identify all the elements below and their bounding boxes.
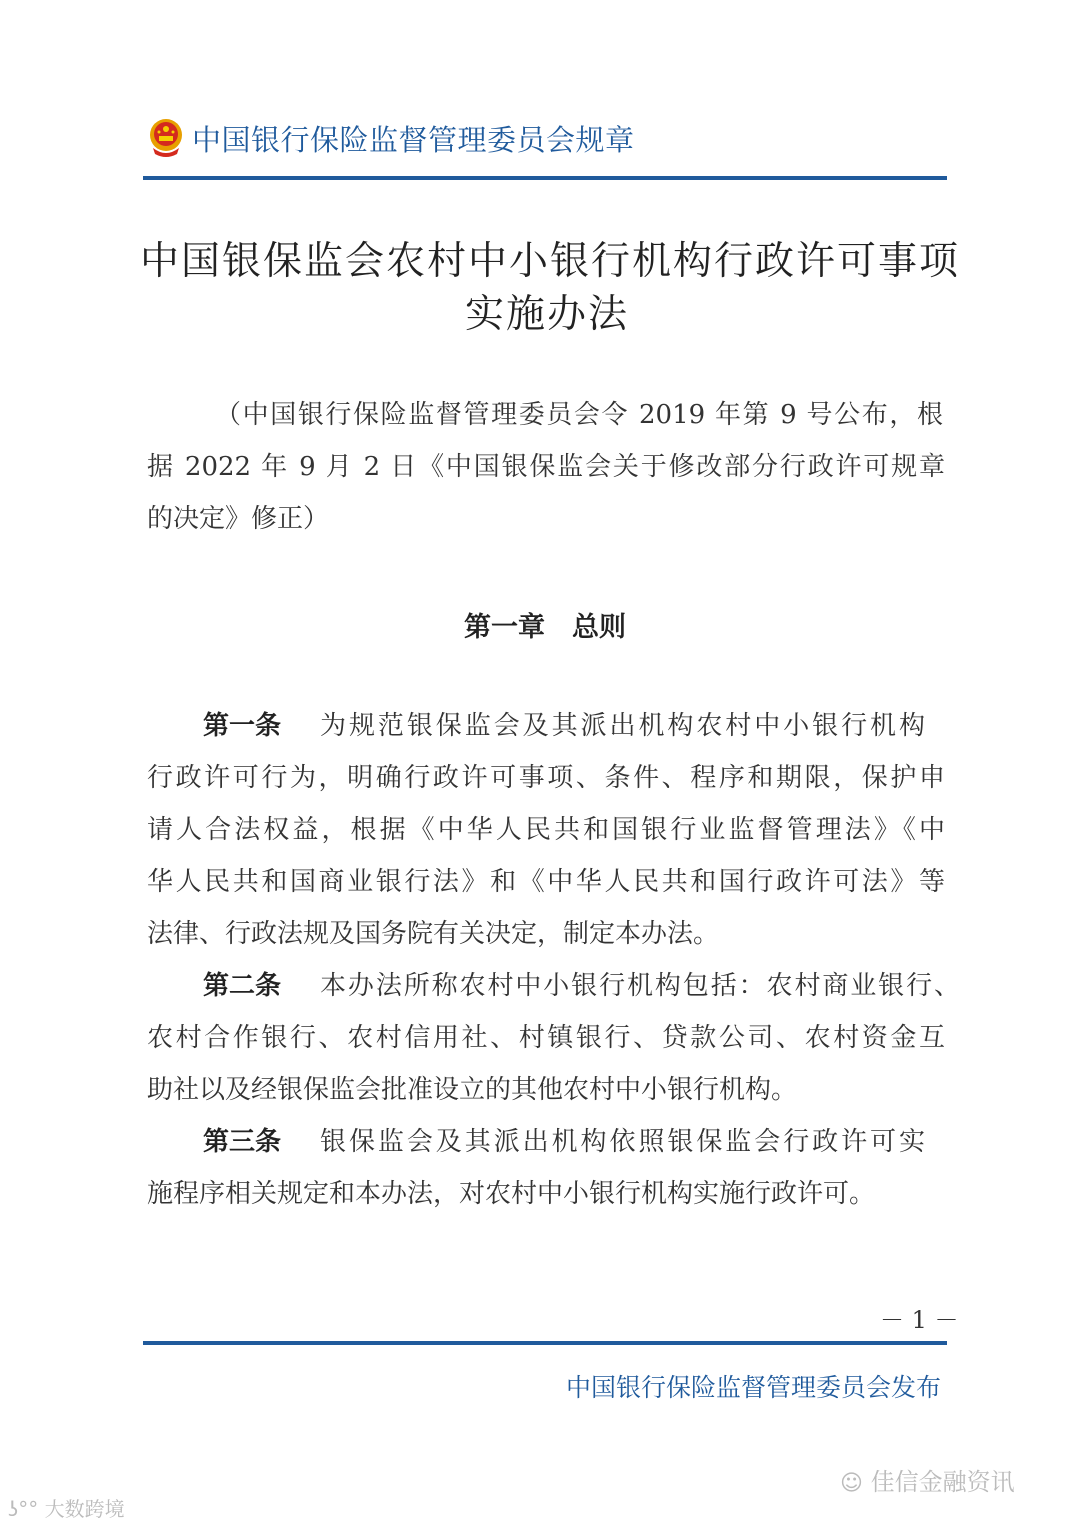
article-3-label: 第三条 — [203, 1127, 282, 1157]
preamble-line: 据 2022 年 9 月 2 日《中国银保监会关于修改部分行政许可规章 — [147, 452, 945, 482]
footer-issuer: 中国银行保险监督管理委员会发布 — [566, 1373, 942, 1402]
article-1-line: 行政许可行为，明确行政许可事项、条件、程序和期限，保护申 — [147, 763, 945, 793]
article-2-line: 农村合作银行、农村信用社、村镇银行、贷款公司、农村资金互 — [147, 1023, 945, 1053]
brand-logo-icon: ʖ°° — [8, 1497, 39, 1521]
doc-title-line-1: 中国银保监会农村中小银行机构行政许可事项 — [140, 239, 961, 284]
article-1-label: 第一条 — [203, 711, 282, 741]
page-number: － 1 － — [880, 1306, 959, 1334]
doc-title-line-2: 实施办法 — [464, 292, 629, 337]
header-issuer: 中国银行保险监督管理委员会规章 — [192, 123, 635, 157]
preamble-line: 的决定》修正） — [147, 504, 330, 534]
chapter-heading: 第一章 总则 — [464, 612, 626, 643]
wechat-icon: ☺ — [840, 1471, 863, 1496]
article-2-label: 第二条 — [203, 971, 282, 1001]
national-emblem-icon — [147, 118, 185, 158]
article-1-line: 请人合法权益，根据《中华人民共和国银行业监督管理法》《中 — [147, 815, 945, 845]
watermark-left-text: 大数跨境 — [44, 1497, 125, 1521]
watermark-right — [840, 1462, 1015, 1497]
footer-rule — [143, 1341, 947, 1345]
article-2-line: 助社以及经银保监会批准设立的其他农村中小银行机构。 — [147, 1075, 798, 1105]
article-1-line: 华人民共和国商业银行法》和《中华人民共和国行政许可法》等 — [147, 867, 945, 897]
header-rule — [143, 176, 947, 180]
watermark-left — [8, 1493, 125, 1522]
article-3-line: 施程序相关规定和本办法，对农村中小银行机构实施行政许可。 — [147, 1179, 876, 1209]
article-3-line: 银保监会及其派出机构依照银保监会行政许可实 — [320, 1127, 925, 1157]
article-1-line: 为规范银保监会及其派出机构农村中小银行机构 — [320, 711, 925, 741]
article-2-line: 本办法所称农村中小银行机构包括：农村商业银行、 — [320, 971, 960, 1001]
article-1-line: 法律、行政法规及国务院有关决定，制定本办法。 — [147, 919, 720, 949]
watermark-right-text: 佳信金融资讯 — [870, 1468, 1015, 1496]
preamble-line: （中国银行保险监督管理委员会令 2019 年第 9 号公布，根 — [215, 400, 943, 430]
